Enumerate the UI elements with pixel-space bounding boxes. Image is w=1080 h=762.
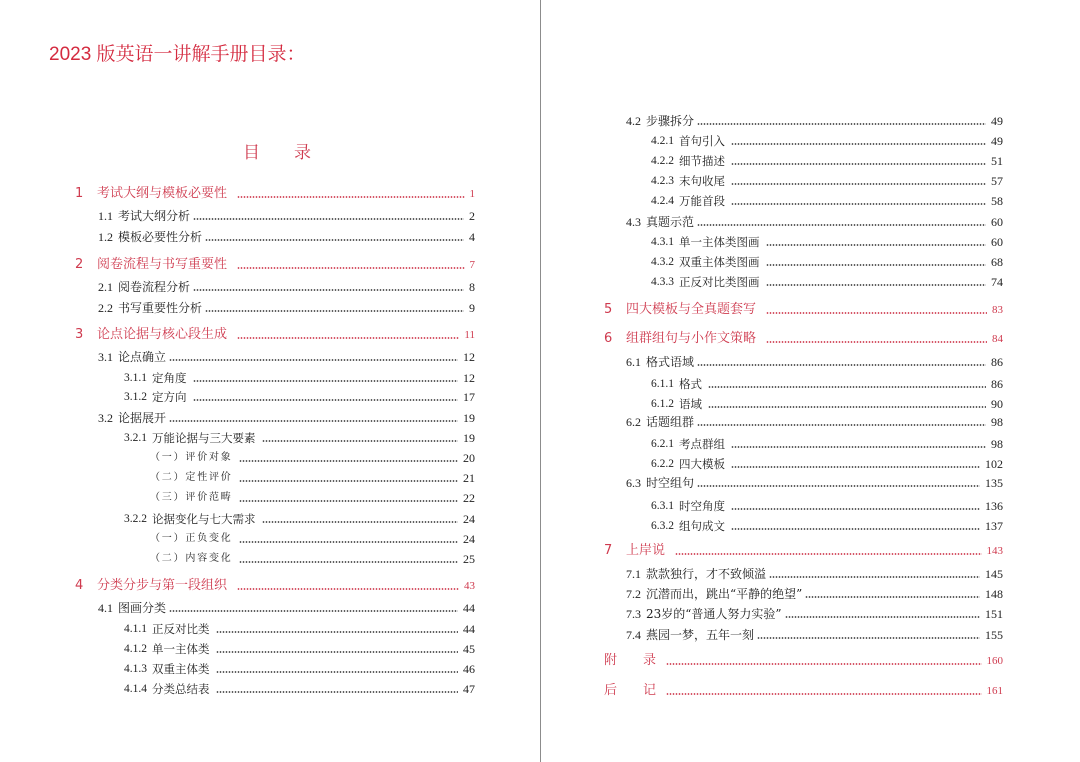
subsection-title: 正反对比类 (152, 622, 210, 636)
subsection-title: 正反对比类图画 (679, 275, 760, 289)
subsection-number: 6.1.1 (651, 378, 674, 390)
page-number: 8 (469, 280, 475, 294)
page-number: 25 (463, 552, 475, 566)
dot-leader (237, 337, 459, 339)
dot-leader (757, 637, 980, 639)
subsection-title: 首句引入 (679, 134, 725, 148)
subsection-title: 双重主体类图画 (679, 255, 760, 269)
dot-leader (697, 485, 980, 487)
chapter-title: 分类分步与第一段组织 (97, 578, 228, 593)
dot-leader (237, 588, 459, 590)
dot-leader (216, 651, 459, 653)
dot-leader (731, 203, 986, 205)
subsection-entry (124, 389, 475, 405)
chapter-entry (604, 331, 1003, 347)
section-title: 步骤拆分 (646, 114, 695, 128)
page-number: 4 (469, 230, 475, 244)
page-number: 44 (463, 622, 475, 636)
chapter-number: 6 (604, 331, 613, 346)
section-entry (626, 354, 1003, 370)
dot-leader (237, 196, 464, 198)
chapter-title: 阅卷流程与书写重要性 (97, 257, 228, 272)
subsection-number: 4.2.3 (651, 175, 674, 187)
dot-leader (169, 610, 458, 612)
subsection-entry (651, 133, 1003, 149)
section-title: 真题示范 (646, 215, 695, 229)
section-entry (626, 414, 1003, 430)
dot-leader (262, 440, 459, 442)
dot-leader (239, 460, 458, 462)
subsection-number: 6.3.1 (651, 500, 674, 512)
page-number: 12 (463, 350, 475, 364)
dot-leader (169, 420, 458, 422)
section-entry (626, 566, 1003, 582)
subsection-title: 组句成文 (679, 519, 725, 533)
dot-leader (216, 671, 459, 673)
chapter-number: 4 (75, 578, 84, 593)
subsection-title: 单一主体类 (152, 642, 210, 656)
subsection-title: 单一主体类图画 (679, 235, 760, 249)
section-entry (626, 214, 1003, 230)
dot-leader (731, 446, 986, 448)
dot-leader (766, 264, 987, 266)
page-number: 49 (991, 114, 1003, 128)
section-number: 3.1 (98, 350, 113, 364)
dot-leader (666, 693, 981, 695)
dot-leader (239, 561, 458, 563)
subsection-number: 4.2.1 (651, 135, 674, 147)
page-number: 19 (463, 411, 475, 425)
dot-leader (193, 399, 459, 401)
dot-leader (237, 267, 464, 269)
page-number: 155 (985, 628, 1003, 642)
chapter-title: 组群组句与小作文策略 (626, 331, 757, 346)
subsection-title: 双重主体类 (152, 662, 210, 676)
page-number: 19 (463, 431, 475, 445)
subsection-number: 3.1.1 (124, 372, 147, 384)
section-number: 7.2 (626, 587, 641, 601)
section-title: 模板必要性分析 (118, 230, 203, 244)
section-number: 2.1 (98, 280, 113, 294)
page-number: 46 (463, 662, 475, 676)
subsection-title: 万能首段 (679, 194, 725, 208)
item-entry (150, 551, 475, 567)
chapter-entry (75, 186, 475, 202)
page-number: 145 (985, 567, 1003, 581)
page-number: 20 (463, 451, 475, 465)
afterword-entry (604, 683, 1003, 699)
page-number: 135 (985, 476, 1003, 490)
subsection-entry (651, 193, 1003, 209)
section-number: 6.2 (626, 415, 641, 429)
page-number: 86 (991, 377, 1003, 391)
page-number: 7 (469, 259, 475, 271)
dot-leader (731, 528, 980, 530)
subsection-entry (651, 456, 1003, 472)
dot-leader (239, 480, 458, 482)
section-number: 3.2 (98, 411, 113, 425)
subsection-entry (124, 621, 475, 637)
toc-heading: 目 录 (243, 143, 311, 163)
section-entry (626, 475, 1003, 491)
dot-leader (731, 508, 980, 510)
chapter-entry (604, 302, 1003, 318)
subsection-entry (124, 661, 475, 677)
item-entry (150, 531, 475, 547)
section-number: 4.3 (626, 215, 641, 229)
dot-leader (193, 380, 459, 382)
subsection-entry (651, 274, 1003, 290)
section-title: 格式语域 (646, 355, 695, 369)
section-title: 23岁的“普通人努力实验” (646, 607, 782, 621)
item-title: （二）内容变化 (150, 553, 233, 564)
page-number: 68 (991, 255, 1003, 269)
subsection-entry (124, 511, 475, 527)
chapter-number: 2 (75, 257, 84, 272)
section-number: 1.2 (98, 230, 113, 244)
dot-leader (169, 359, 458, 361)
dot-leader (239, 541, 458, 543)
chapter-number: 3 (75, 327, 84, 342)
page-number: 2 (469, 209, 475, 223)
dot-leader (205, 239, 464, 241)
subsection-title: 定角度 (152, 371, 187, 385)
page-number: 9 (469, 301, 475, 315)
section-number: 7.4 (626, 628, 641, 642)
page-number: 136 (985, 499, 1003, 513)
item-title: （一）正负变化 (150, 533, 233, 544)
page-divider (540, 0, 541, 762)
section-title: 论点确立 (118, 350, 167, 364)
subsection-number: 6.1.2 (651, 398, 674, 410)
subsection-entry (124, 430, 475, 446)
subsection-title: 格式 (679, 377, 702, 391)
section-number: 4.2 (626, 114, 641, 128)
item-entry (150, 470, 475, 486)
section-entry (626, 606, 1003, 622)
page-number: 58 (991, 194, 1003, 208)
dot-leader (731, 183, 986, 185)
dot-leader (766, 284, 987, 286)
page-number: 74 (991, 275, 1003, 289)
section-title: 款款独行，才不致倾溢 (646, 567, 767, 581)
afterword-title: 后 记 (604, 683, 657, 698)
page-number: 84 (992, 333, 1003, 345)
section-number: 7.1 (626, 567, 641, 581)
subsection-number: 4.3.2 (651, 256, 674, 268)
item-entry (150, 490, 475, 506)
page-number: 45 (463, 642, 475, 656)
subsection-entry (124, 370, 475, 386)
subsection-entry (651, 153, 1003, 169)
page-number: 98 (991, 437, 1003, 451)
subsection-number: 4.2.4 (651, 195, 674, 207)
dot-leader (785, 616, 980, 618)
subsection-number: 4.3.3 (651, 276, 674, 288)
page-number: 143 (986, 545, 1003, 557)
chapter-entry (75, 257, 475, 273)
subsection-entry (651, 173, 1003, 189)
chapter-number: 7 (604, 543, 613, 558)
dot-leader (697, 123, 986, 125)
chapter-title: 四大模板与全真题套写 (626, 302, 757, 317)
subsection-entry (651, 376, 1003, 392)
subsection-title: 论据变化与七大需求 (152, 512, 256, 526)
subsection-entry (651, 234, 1003, 250)
page-number: 49 (991, 134, 1003, 148)
page-number: 161 (986, 685, 1003, 697)
page-number: 22 (463, 491, 475, 505)
subsection-number: 4.1.3 (124, 663, 147, 675)
page-number: 17 (463, 390, 475, 404)
subsection-number: 4.1.2 (124, 643, 147, 655)
page-number: 98 (991, 415, 1003, 429)
section-entry (626, 113, 1003, 129)
subsection-number: 6.3.2 (651, 520, 674, 532)
dot-leader (708, 406, 986, 408)
dot-leader (731, 143, 986, 145)
item-entry (150, 450, 475, 466)
section-entry (98, 349, 475, 365)
dot-leader (216, 631, 459, 633)
dot-leader (675, 553, 981, 555)
subsection-number: 3.2.1 (124, 432, 147, 444)
dot-leader (697, 364, 986, 366)
dot-leader (262, 521, 459, 523)
section-entry (98, 300, 475, 316)
chapter-entry (75, 327, 475, 343)
subsection-number: 4.1.4 (124, 683, 147, 695)
section-title: 燕园一梦，五年一刻 (646, 628, 755, 642)
dot-leader (193, 289, 464, 291)
subsection-title: 万能论据与三大要素 (152, 431, 256, 445)
item-title: （一）评价对象 (150, 452, 233, 463)
page-number: 160 (986, 655, 1003, 667)
section-title: 书写重要性分析 (118, 301, 203, 315)
page-number: 151 (985, 607, 1003, 621)
section-title: 论据展开 (118, 411, 167, 425)
dot-leader (766, 312, 987, 314)
page-number: 43 (464, 580, 475, 592)
page-number: 44 (463, 601, 475, 615)
dot-leader (205, 310, 464, 312)
dot-leader (216, 691, 459, 693)
page-number: 11 (464, 329, 475, 341)
section-entry (98, 279, 475, 295)
chapter-title: 论点论据与核心段生成 (97, 327, 228, 342)
section-number: 2.2 (98, 301, 113, 315)
page-number: 47 (463, 682, 475, 696)
section-title: 话题组群 (646, 415, 695, 429)
document-title: 2023 版英语一讲解手册目录： (49, 44, 306, 65)
subsection-entry (651, 396, 1003, 412)
subsection-entry (651, 436, 1003, 452)
subsection-entry (651, 498, 1003, 514)
subsection-number: 4.3.1 (651, 236, 674, 248)
page-number: 148 (985, 587, 1003, 601)
subsection-title: 时空角度 (679, 499, 725, 513)
dot-leader (731, 466, 980, 468)
section-title: 考试大纲分析 (118, 209, 191, 223)
subsection-number: 3.1.2 (124, 391, 147, 403)
page-number: 21 (463, 471, 475, 485)
subsection-number: 3.2.2 (124, 513, 147, 525)
chapter-number: 5 (604, 302, 613, 317)
chapter-entry (604, 543, 1003, 559)
section-number: 6.1 (626, 355, 641, 369)
page-number: 60 (991, 235, 1003, 249)
page-number: 24 (463, 532, 475, 546)
page-number: 102 (985, 457, 1003, 471)
subsection-title: 末句收尾 (679, 174, 725, 188)
subsection-title: 语域 (679, 397, 702, 411)
section-entry (98, 410, 475, 426)
page-number: 137 (985, 519, 1003, 533)
dot-leader (697, 424, 986, 426)
subsection-title: 分类总结表 (152, 682, 210, 696)
subsection-title: 定方向 (152, 390, 187, 404)
section-number: 4.1 (98, 601, 113, 615)
subsection-entry (124, 641, 475, 657)
section-entry (626, 586, 1003, 602)
subsection-entry (651, 518, 1003, 534)
appendix-title: 附 录 (604, 653, 657, 668)
subsection-number: 4.1.1 (124, 623, 147, 635)
subsection-title: 考点群组 (679, 437, 725, 451)
dot-leader (769, 576, 980, 578)
page-number: 24 (463, 512, 475, 526)
page-number: 12 (463, 371, 475, 385)
chapter-entry (75, 578, 475, 594)
dot-leader (239, 500, 458, 502)
subsection-number: 6.2.2 (651, 458, 674, 470)
subsection-entry (124, 681, 475, 697)
section-title: 阅卷流程分析 (118, 280, 191, 294)
dot-leader (193, 218, 464, 220)
section-number: 1.1 (98, 209, 113, 223)
section-title: 沉潜而出，跳出“平静的绝望” (646, 587, 803, 601)
chapter-title: 上岸说 (626, 543, 666, 558)
section-entry (98, 208, 475, 224)
page-number: 51 (991, 154, 1003, 168)
item-title: （三）评价范畴 (150, 492, 233, 503)
page-number: 83 (992, 304, 1003, 316)
section-title: 时空组句 (646, 476, 695, 490)
dot-leader (666, 663, 981, 665)
section-entry (98, 600, 475, 616)
chapter-number: 1 (75, 186, 84, 201)
dot-leader (708, 386, 986, 388)
subsection-number: 6.2.1 (651, 438, 674, 450)
page-number: 57 (991, 174, 1003, 188)
subsection-title: 四大模板 (679, 457, 725, 471)
dot-leader (805, 596, 980, 598)
subsection-number: 4.2.2 (651, 155, 674, 167)
section-title: 图画分类 (118, 601, 167, 615)
subsection-entry (651, 254, 1003, 270)
subsection-title: 细节描述 (679, 154, 725, 168)
section-number: 7.3 (626, 607, 641, 621)
dot-leader (766, 244, 987, 246)
page-number: 90 (991, 397, 1003, 411)
section-number: 6.3 (626, 476, 641, 490)
page-number: 1 (469, 188, 475, 200)
dot-leader (731, 163, 986, 165)
chapter-title: 考试大纲与模板必要性 (97, 186, 228, 201)
section-entry (98, 229, 475, 245)
item-title: （二）定性评价 (150, 472, 233, 483)
dot-leader (697, 224, 986, 226)
dot-leader (766, 341, 987, 343)
page-number: 60 (991, 215, 1003, 229)
section-entry (626, 627, 1003, 643)
page-number: 86 (991, 355, 1003, 369)
appendix-entry (604, 653, 1003, 669)
